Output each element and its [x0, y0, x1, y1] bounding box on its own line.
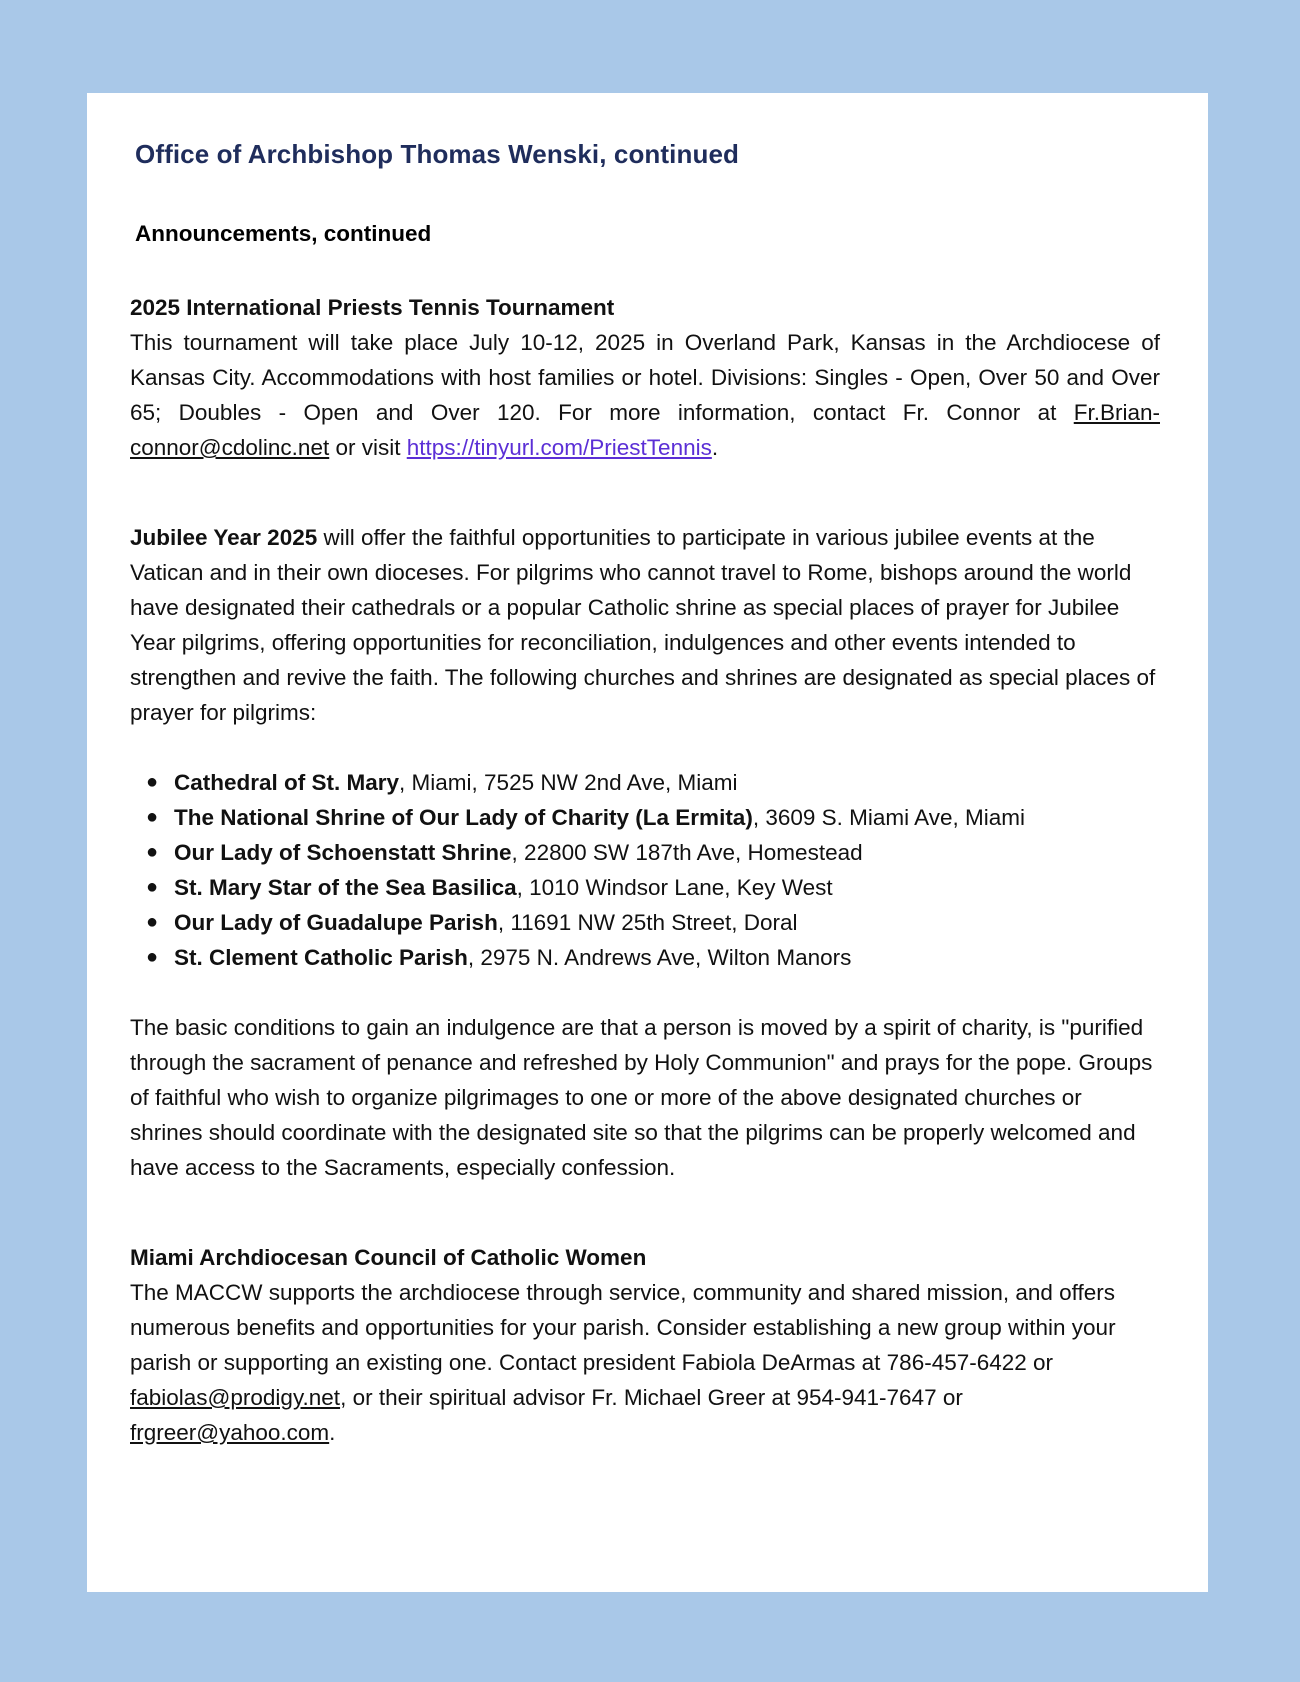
spacer: [130, 1185, 1160, 1240]
site-name: The National Shrine of Our Lady of Charity (La Ermita): [174, 805, 753, 830]
maccw-announcement: [130, 1240, 1160, 1450]
tennis-end-text: .: [711, 435, 719, 460]
maccw-email-link-president[interactable]: fabiolas@prodigy.net: [130, 1385, 341, 1410]
maccw-heading: Miami Archdiocesan Council of Catholic Women: [130, 1245, 647, 1270]
site-name: Our Lady of Guadalupe Parish: [174, 910, 498, 935]
list-item: [146, 905, 1160, 940]
maccw-end-text: .: [329, 1420, 336, 1445]
section-title: Announcements, continued: [135, 221, 432, 246]
site-address: , 3609 S. Miami Ave, Miami: [752, 805, 1026, 830]
bullet-icon: ●: [146, 841, 159, 863]
site-name: Cathedral of St. Mary: [174, 770, 400, 795]
bullet-icon: ●: [146, 911, 159, 933]
maccw-body: The MACCW supports the archdiocese through service, community and shared mission, and offers numerous benefits and opportunities for your parish. Consider establishing a new group within your parish or supporting an existing one. Contact president Fabiola DeArmas at 786-457-6422 or: [130, 1280, 1116, 1375]
site-address: , 2975 N. Andrews Ave, Wilton Manors: [467, 945, 852, 970]
office-title: Office of Archbishop Thomas Wenski, continued: [135, 139, 739, 169]
bullet-icon: ●: [146, 771, 159, 793]
list-item: [146, 940, 1160, 975]
document-page: [87, 93, 1208, 1592]
jubilee-announcement: [130, 520, 1160, 730]
tennis-url-link[interactable]: https://tinyurl.com/PriestTennis: [406, 435, 712, 460]
tennis-announcement: [130, 290, 1160, 465]
maccw-mid-text: , or their spiritual advisor Fr. Michael Greer at 954-941-7647 or: [340, 1385, 963, 1410]
bullet-icon: ●: [146, 806, 159, 828]
spacer: [130, 730, 1160, 765]
jubilee-lead: Jubilee Year 2025: [130, 525, 318, 550]
list-item: [146, 765, 1160, 800]
spacer: [130, 465, 1160, 520]
site-name: St. Clement Catholic Parish: [174, 945, 468, 970]
bullet-icon: ●: [146, 946, 159, 968]
maccw-email-link-advisor[interactable]: frgreer@yahoo.com: [130, 1420, 330, 1445]
site-address: , Miami, 7525 NW 2nd Ave, Miami: [399, 770, 738, 795]
tennis-email-link[interactable]: Fr.Brian-connor@cdolinc.net: [130, 400, 1160, 460]
site-name: St. Mary Star of the Sea Basilica: [174, 875, 517, 900]
site-address: , 1010 Windsor Lane, Key West: [516, 875, 833, 900]
site-address: , 22800 SW 187th Ave, Homestead: [511, 840, 863, 865]
indulgence-conditions: The basic conditions to gain an indulgence are that a person is moved by a spirit of charity, is "purified through the sacrament of penance and refreshed by Holy Communion" and prays for the pope. Groups of faithful who wish to organize pilgrimages to one or more of the above designated churches or shrines should coordinate with the designated site so that the pilgrims can be properly welcomed and have access to the Sacraments, especially confession.: [130, 1015, 1153, 1180]
list-item: [146, 835, 1160, 870]
tennis-mid-text: or visit: [329, 435, 407, 460]
tennis-heading: 2025 International Priests Tennis Tournament: [130, 295, 615, 320]
pilgrimage-sites-list: [130, 765, 1160, 975]
spacer: [130, 975, 1160, 1010]
tennis-body: This tournament will take place July 10-12, 2025 in Overland Park, Kansas in the Archdiocese of Kansas City. Accommodations with host families or hotel. Divisions: Singles - Open, Over 50 and Over 65; Doubles - Open and Over 120. For more information, contact Fr. Connor at: [130, 330, 1160, 425]
list-item: [146, 870, 1160, 905]
jubilee-body: will offer the faithful opportunities to participate in various jubilee events at the Vatican and in their own dioceses. For pilgrims who cannot travel to Rome, bishops around the world have designated their cathedrals or a popular Catholic shrine as special places of prayer for Jubilee Year pilgrims, offering opportunities for reconciliation, indulgences and other events intended to strengthen and revive the faith. The following churches and shrines are designated as special places of prayer for pilgrims:: [130, 525, 1156, 725]
site-address: , 11691 NW 25th Street, Doral: [497, 910, 798, 935]
announcements-content: [130, 290, 1160, 1450]
site-name: Our Lady of Schoenstatt Shrine: [174, 840, 512, 865]
bullet-icon: ●: [146, 876, 159, 898]
list-item: [146, 800, 1160, 835]
